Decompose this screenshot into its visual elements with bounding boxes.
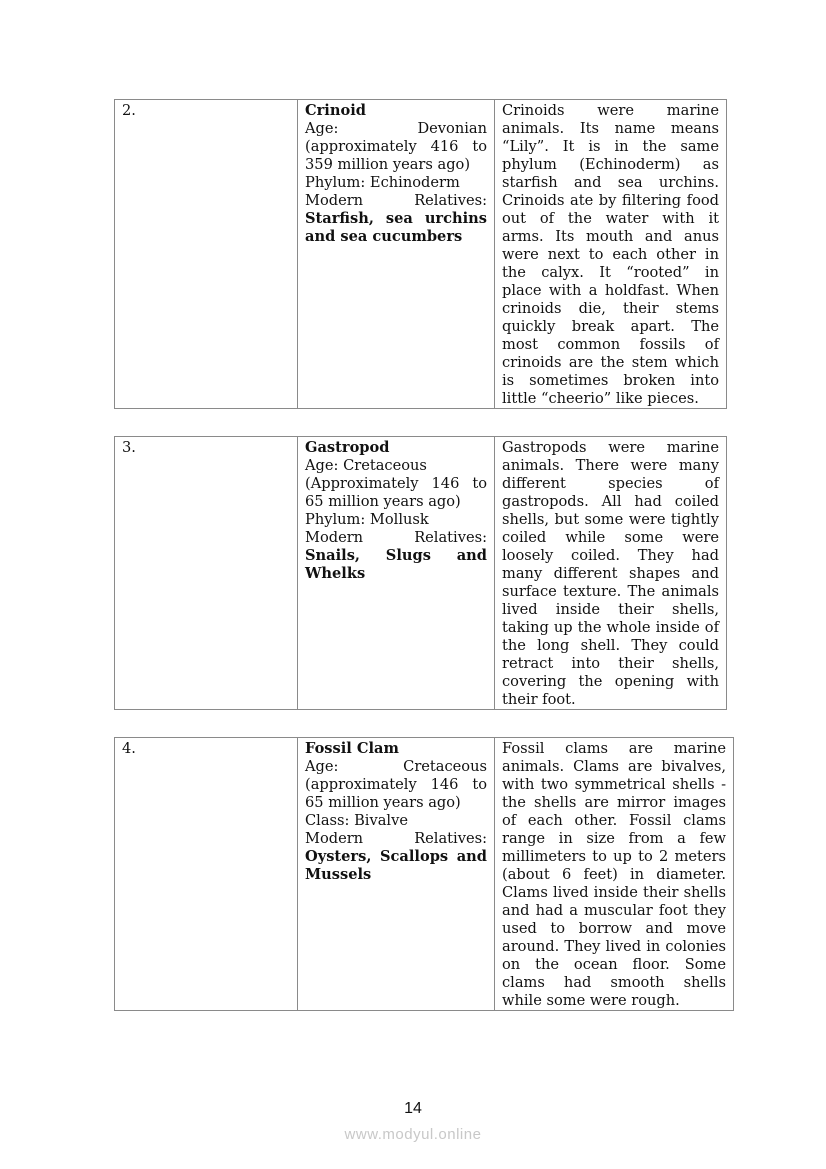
row-number: 2. [115,100,298,409]
age-value: Devonian [417,120,487,137]
modern-relatives: Snails, Slugs and Whelks [305,547,487,582]
modern-label: Modern [305,192,364,209]
fossil-info-cell [298,100,495,409]
modern-relatives-line [305,192,487,210]
age-line [305,758,487,776]
fossil-name: Gastropod [305,439,390,456]
relatives-label: Relatives: [414,192,487,209]
modern-relatives: Starfish, sea urchins and sea cucumbers [305,210,487,245]
modern-label: Modern [305,529,364,546]
modern-relatives-line [305,529,487,547]
page-number: 14 [404,1100,422,1117]
fossil-description: Crinoids were marine animals. Its name means “Lily”. It is in the same phylum (Echinoderm) as starfish and sea urchins. Crinoids ate by filtering food out of the water with it arms. Its mouth and anus were next to each other in the calyx. It “rooted” in place with a holdfast. When crinoids die, their stems quickly break apart. The most common fossils of crinoids are the stem which is sometimes broken into little “cheerio” like pieces. [495,100,727,409]
fossil-info-cell [298,738,495,1011]
table-row [115,100,727,409]
modern-label: Modern [305,830,364,847]
age-value: Cretaceous [403,758,487,775]
age-detail: (Approximately 146 to 65 million years ago) [305,475,487,510]
fossil-table-crinoid [114,99,727,409]
modern-relatives-line [305,830,487,848]
age-line [305,457,487,475]
fossil-description: Gastropods were marine animals. There were many different species of gastropods. All had coiled shells, but some were tightly coiled while some were loosely coiled. They had many different shapes and surface texture. The animals lived inside their shells, taking up the whole inside of the long shell. They could retract into their shells, covering the opening with their foot. [495,437,727,710]
relatives-label: Relatives: [414,830,487,847]
modern-relatives: Oysters, Scallops and Mussels [305,848,487,883]
age-label: Age: [305,758,339,775]
fossil-info-cell [298,437,495,710]
fossil-name: Crinoid [305,102,366,119]
fossil-table-clam [114,737,734,1011]
fossil-description: Fossil clams are marine animals. Clams are bivalves, with two symmetrical shells - the shells are mirror images of each other. Fossil clams range in size from a few millimeters to up to 2 meters (about 6 feet) in diameter. Clams lived inside their shells and had a muscular foot they used to borrow and move around. They lived in colonies on the ocean floor. Some clams had smooth shells while some were rough. [495,738,734,1011]
classification: Class: Bivalve [305,812,408,829]
table-row [115,738,734,1011]
age-detail: (approximately 146 to 65 million years ago) [305,776,487,811]
row-number: 3. [115,437,298,710]
table-row [115,437,727,710]
row-number: 4. [115,738,298,1011]
relatives-label: Relatives: [414,529,487,546]
age-label: Age: Cretaceous [305,457,427,474]
age-detail: (approximately 416 to 359 million years ago) [305,138,487,173]
watermark-text: www.modyul.online [344,1126,482,1143]
age-line [305,120,487,138]
age-label: Age: [305,120,339,137]
fossil-table-gastropod [114,436,727,710]
classification: Phylum: Echinoderm [305,174,460,191]
classification: Phylum: Mollusk [305,511,429,528]
fossil-name: Fossil Clam [305,740,399,757]
